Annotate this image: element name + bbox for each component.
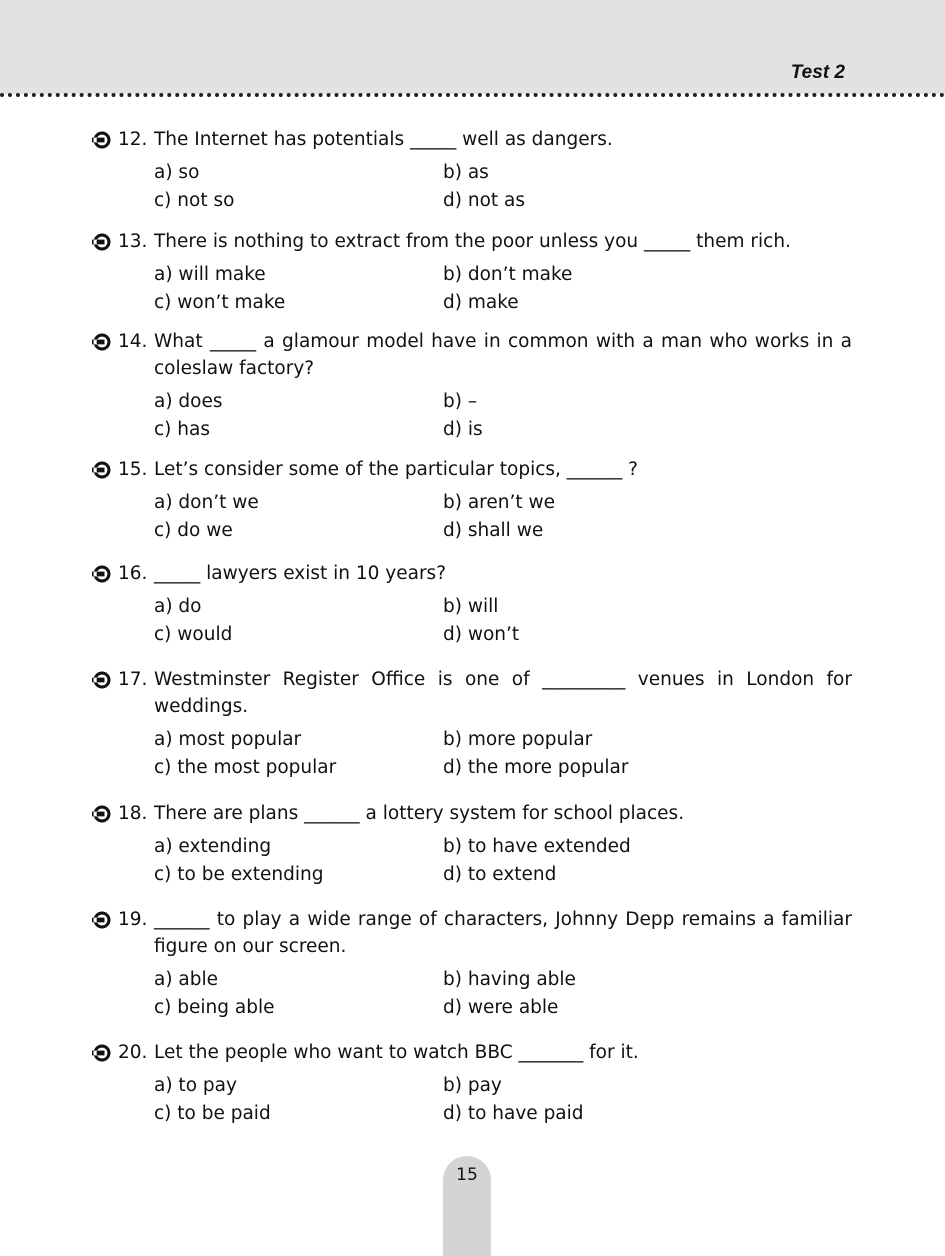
arrow-bullet-icon [92, 670, 112, 690]
header-divider [0, 93, 945, 97]
option-b[interactable]: b) don’t make [443, 264, 573, 285]
option-a[interactable]: a) extending [154, 836, 272, 857]
option-d[interactable]: d) not as [443, 190, 525, 211]
question-stem: Let the people who want to watch BBC _______ for it. [154, 1042, 639, 1063]
question-18 [92, 800, 852, 888]
option-a[interactable]: a) so [154, 162, 200, 183]
question-number: 16. [118, 563, 148, 584]
question-stem: Westminster Register Office is one of _________ venues in London for weddings. [154, 669, 852, 717]
answer-options [92, 388, 852, 443]
option-a[interactable]: a) does [154, 391, 223, 412]
question-16 [92, 560, 852, 648]
arrow-bullet-icon [92, 460, 112, 480]
option-b[interactable]: b) – [443, 391, 478, 412]
question-number: 19. [118, 909, 148, 930]
arrow-bullet-icon [92, 332, 112, 352]
question-number: 14. [118, 331, 148, 352]
option-d[interactable]: d) the more popular [443, 757, 629, 778]
option-c[interactable]: c) do we [154, 520, 233, 541]
question-12 [92, 126, 852, 214]
question-13 [92, 228, 852, 316]
option-d[interactable]: d) to have paid [443, 1103, 584, 1124]
question-number: 12. [118, 129, 148, 150]
option-c[interactable]: c) won’t make [154, 292, 286, 313]
question-number: 15. [118, 459, 148, 480]
arrow-bullet-icon [92, 1043, 112, 1063]
arrow-bullet-icon [92, 910, 112, 930]
question-number: 18. [118, 803, 148, 824]
question-stem: Let’s consider some of the particular topics, ______ ? [154, 459, 638, 480]
arrow-bullet-icon [92, 232, 112, 252]
answer-options [92, 159, 852, 214]
arrow-bullet-icon [92, 564, 112, 584]
question-15 [92, 456, 852, 544]
question-stem: There are plans ______ a lottery system for school places. [154, 803, 685, 824]
option-d[interactable]: d) won’t [443, 624, 520, 645]
question-19 [92, 906, 852, 1021]
question-stem: ______ to play a wide range of characters, Johnny Depp remains a familiar figure on our screen. [154, 909, 852, 957]
question-20 [92, 1039, 852, 1127]
option-c[interactable]: c) has [154, 419, 210, 440]
page-header-title: Test 2 [790, 62, 845, 83]
answer-options [92, 489, 852, 544]
option-b[interactable]: b) having able [443, 969, 576, 990]
option-b[interactable]: b) aren’t we [443, 492, 556, 513]
question-number: 17. [118, 669, 148, 690]
answer-options [92, 261, 852, 316]
option-d[interactable]: d) to extend [443, 864, 557, 885]
arrow-bullet-icon [92, 804, 112, 824]
option-a[interactable]: a) most popular [154, 729, 302, 750]
answer-options [92, 833, 852, 888]
page-number: 15 [456, 1165, 478, 1185]
option-a[interactable]: a) to pay [154, 1075, 237, 1096]
option-b[interactable]: b) to have extended [443, 836, 631, 857]
answer-options [92, 593, 852, 648]
option-d[interactable]: d) shall we [443, 520, 544, 541]
option-d[interactable]: d) make [443, 292, 519, 313]
option-a[interactable]: a) will make [154, 264, 266, 285]
option-b[interactable]: b) will [443, 596, 499, 617]
question-number: 20. [118, 1042, 148, 1063]
option-c[interactable]: c) the most popular [154, 757, 337, 778]
question-14 [92, 328, 852, 443]
arrow-bullet-icon [92, 130, 112, 150]
question-stem: The Internet has potentials _____ well as dangers. [154, 129, 613, 150]
option-c[interactable]: c) to be extending [154, 864, 324, 885]
option-b[interactable]: b) more popular [443, 729, 593, 750]
option-a[interactable]: a) don’t we [154, 492, 259, 513]
question-stem: What _____ a glamour model have in common with a man who works in a coleslaw factory? [154, 331, 852, 379]
question-number: 13. [118, 231, 148, 252]
option-a[interactable]: a) able [154, 969, 219, 990]
option-c[interactable]: c) not so [154, 190, 235, 211]
answer-options [92, 966, 852, 1021]
answer-options [92, 726, 852, 781]
answer-options [92, 1072, 852, 1127]
question-17 [92, 666, 852, 781]
option-b[interactable]: b) as [443, 162, 489, 183]
question-stem: _____ lawyers exist in 10 years? [154, 563, 447, 584]
option-d[interactable]: d) were able [443, 997, 559, 1018]
option-b[interactable]: b) pay [443, 1075, 502, 1096]
option-d[interactable]: d) is [443, 419, 483, 440]
question-stem: There is nothing to extract from the poor unless you _____ them rich. [154, 231, 791, 252]
option-c[interactable]: c) being able [154, 997, 275, 1018]
option-c[interactable]: c) to be paid [154, 1103, 271, 1124]
option-a[interactable]: a) do [154, 596, 202, 617]
option-c[interactable]: c) would [154, 624, 233, 645]
